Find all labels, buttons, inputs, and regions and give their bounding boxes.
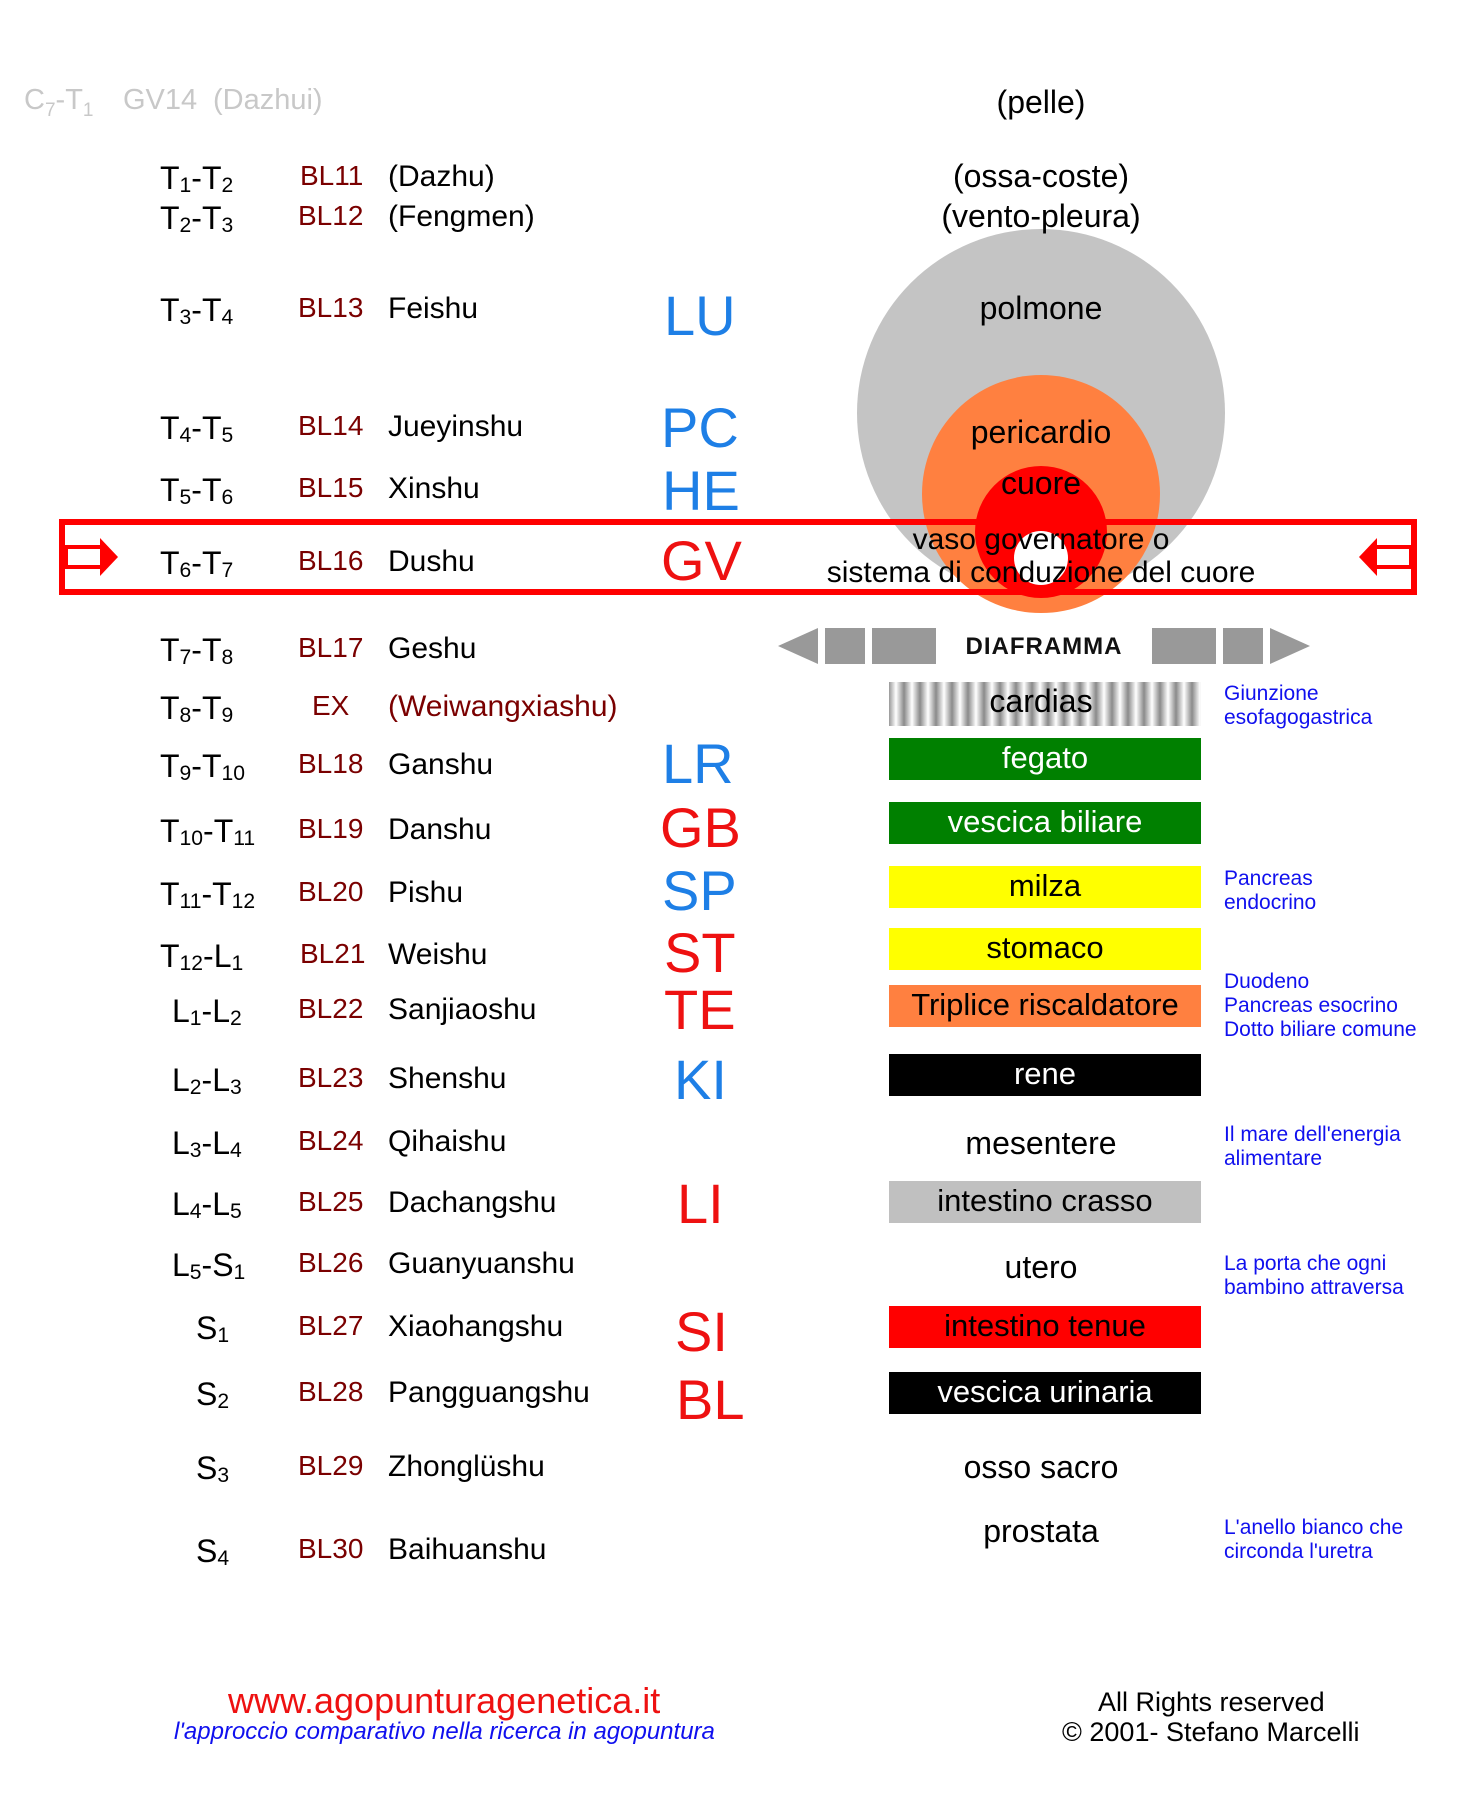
bar-triplice: Triplice riscaldatore [889, 985, 1201, 1027]
segment-letter-a: T [160, 472, 180, 508]
segment-letter-b: -T [191, 410, 222, 446]
meridian-te: TE [664, 978, 736, 1041]
segment-letter-a: S [196, 1533, 218, 1569]
point-name: (Dazhu) [388, 160, 495, 193]
segment-letter-b: -T [191, 632, 222, 668]
table-row [0, 200, 1480, 240]
segment-sub-b: 1 [231, 951, 244, 975]
note-pancreas-line2: endocrino [1224, 891, 1317, 914]
footer-copyright: © 2001- Stefano Marcelli [1062, 1717, 1360, 1747]
segment-sub-a: 3 [179, 305, 192, 329]
segment-label [196, 1533, 229, 1570]
segment-label [160, 938, 243, 975]
header-point-name: (Dazhui) [213, 84, 323, 116]
segment-sub-a: 3 [189, 1138, 202, 1162]
bl-point-code: BL24 [298, 1125, 364, 1156]
segment-letter-b: -T [201, 876, 232, 912]
segment-label [160, 472, 233, 509]
bar-rene: rene [889, 1054, 1201, 1096]
segment-sub-a: 8 [179, 703, 192, 727]
bl-point-code: BL11 [300, 160, 364, 191]
bl-point-code: BL22 [298, 993, 364, 1024]
organ-pelle: (pelle) [996, 84, 1086, 120]
segment-sub-a: 3 [217, 1463, 230, 1487]
segment-sub-b: 10 [221, 761, 245, 785]
segment-letter-b: -T [191, 748, 222, 784]
note-porta-line1: La porta che ogni [1224, 1252, 1387, 1275]
segment-sub-b: 7 [221, 558, 234, 582]
table-row [0, 160, 1480, 200]
point-name: Zhonglüshu [388, 1450, 545, 1483]
bl-point-code: BL23 [298, 1062, 364, 1093]
segment-sub-a: 2 [217, 1389, 230, 1413]
point-name: Guanyuanshu [388, 1247, 575, 1280]
note-mare-line1: Il mare dell'energia [1224, 1123, 1401, 1146]
header-segment-mid: -T [55, 84, 83, 116]
point-name: Qihaishu [388, 1125, 507, 1158]
segment-letter-a: S [196, 1376, 218, 1412]
meridian-sp: SP [662, 859, 737, 922]
segment-sub-b: 2 [221, 173, 234, 197]
segment-label [172, 1186, 242, 1223]
note-duodeno-line3: Dotto biliare comune [1224, 1018, 1417, 1041]
segment-sub-a: 9 [179, 761, 192, 785]
segment-letter-b: -L [201, 1125, 230, 1161]
point-name: (Weiwangxiashu) [388, 690, 618, 723]
segment-letter-a: T [160, 545, 180, 581]
table-row [0, 632, 1480, 672]
segment-sub-b: 9 [221, 703, 234, 727]
organ-vento-pleura: (vento-pleura) [941, 198, 1141, 234]
segment-sub-a: 12 [179, 951, 204, 975]
point-name: Pishu [388, 876, 464, 909]
meridian-st: ST [664, 921, 736, 984]
segment-letter-a: L [172, 1247, 190, 1283]
bl-point-code: EX [312, 690, 350, 721]
organ-cuore: cuore [1000, 465, 1082, 501]
point-name: Pangguangshu [388, 1376, 590, 1409]
segment-letter-a: L [172, 1186, 190, 1222]
point-name: Sanjiaoshu [388, 993, 537, 1026]
bl-point-code: BL19 [298, 813, 364, 844]
segment-sub-a: 5 [189, 1260, 202, 1284]
segment-letter-a: T [160, 410, 180, 446]
table-row [0, 876, 1480, 916]
point-name: Jueyinshu [388, 410, 524, 443]
table-row [0, 1125, 1480, 1165]
organ-pericardio: pericardio [970, 414, 1112, 450]
segment-sub-b: 12 [231, 889, 256, 913]
meridian-ki: KI [674, 1048, 727, 1111]
segment-label [172, 993, 242, 1030]
bl-point-code: BL25 [298, 1186, 364, 1217]
segment-sub-a: 10 [179, 826, 204, 850]
bar-stomaco: stomaco [889, 928, 1201, 970]
segment-label [196, 1310, 229, 1347]
header-segment-sub2: 1 [82, 99, 94, 121]
segment-letter-b: -T [191, 160, 222, 196]
bl-point-code: BL21 [300, 938, 366, 969]
segment-sub-a: 7 [179, 645, 192, 669]
meridian-he: HE [662, 459, 740, 522]
footer-rights: All Rights reserved [1098, 1687, 1325, 1717]
meridian-lr: LR [662, 732, 734, 795]
segment-letter-b: -L [201, 1062, 230, 1098]
organ-cardias: cardias [989, 683, 1093, 719]
bl-point-code: BL17 [298, 632, 364, 663]
note-duodeno-line1: Duodeno [1224, 970, 1310, 993]
segment-letter-a: L [172, 1125, 190, 1161]
segment-sub-a: 11 [179, 889, 202, 913]
table-row [0, 938, 1480, 978]
segment-sub-b: 3 [230, 1075, 242, 1099]
meridian-si: SI [675, 1300, 728, 1363]
segment-letter-a: S [196, 1310, 218, 1346]
bl-point-code: BL29 [298, 1450, 364, 1481]
segment-label [160, 410, 233, 447]
table-row [0, 1450, 1480, 1490]
point-name: (Fengmen) [388, 200, 535, 233]
header-segment-sub1: 7 [44, 99, 56, 121]
segment-letter-a: T [160, 876, 180, 912]
segment-letter-a: L [172, 993, 190, 1029]
segment-sub-b: 4 [230, 1138, 242, 1162]
segment-sub-a: 2 [189, 1075, 202, 1099]
segment-letter-b: -T [191, 545, 222, 581]
note-porta-line2: bambino attraversa [1224, 1276, 1404, 1299]
bar-intestino-crasso: intestino crasso [889, 1181, 1201, 1223]
segment-sub-b: 11 [233, 826, 256, 850]
meridian-bl: BL [676, 1368, 745, 1431]
segment-label [160, 813, 255, 850]
point-name: Dushu [388, 545, 475, 578]
organ-ossa-coste: (ossa-coste) [952, 158, 1130, 194]
point-name: Feishu [388, 292, 479, 325]
segment-sub-b: 5 [230, 1199, 242, 1223]
bl-point-code: BL20 [298, 876, 364, 907]
segment-label [160, 292, 233, 329]
point-name: Xinshu [388, 472, 480, 505]
meridian-li: LI [677, 1172, 724, 1235]
meridian-gv: GV [661, 529, 742, 592]
segment-letter-b: -T [191, 472, 222, 508]
segment-label [160, 160, 233, 197]
meridian-gb: GB [660, 796, 741, 859]
segment-letter-a: T [160, 813, 180, 849]
point-name: Baihuanshu [388, 1533, 547, 1566]
bar-intestino-tenue: intestino tenue [889, 1306, 1201, 1348]
segment-letter-a: S [196, 1450, 218, 1486]
point-name: Shenshu [388, 1062, 507, 1095]
segment-letter-a: T [160, 690, 180, 726]
table-row [0, 292, 1480, 332]
segment-label [160, 200, 233, 237]
segment-label [160, 632, 233, 669]
bl-point-code: BL27 [298, 1310, 364, 1341]
segment-sub-a: 6 [179, 558, 192, 582]
segment-sub-b: 2 [230, 1006, 242, 1030]
segment-sub-b: 1 [233, 1260, 246, 1284]
table-row [0, 1062, 1480, 1102]
note-anello-line1: L'anello bianco che [1224, 1516, 1404, 1539]
bar-vescica-urinaria: vescica urinaria [889, 1372, 1201, 1414]
segment-label [196, 1376, 229, 1413]
organ-osso-sacro: osso sacro [963, 1449, 1119, 1485]
organ-polmone: polmone [979, 290, 1103, 326]
segment-sub-a: 4 [189, 1199, 202, 1223]
segment-label [172, 1247, 245, 1284]
point-name: Weishu [388, 938, 488, 971]
organ-vaso-line1: vaso governatore o [912, 523, 1170, 556]
bl-point-code: BL18 [298, 748, 364, 779]
note-duodeno-line2: Pancreas esocrino [1224, 994, 1398, 1017]
table-row [0, 410, 1480, 450]
segment-letter-a: L [172, 1062, 190, 1098]
bar-fegato: fegato [889, 738, 1201, 780]
table-row [0, 472, 1480, 512]
segment-sub-a: 1 [189, 1006, 202, 1030]
segment-letter-a: T [160, 938, 180, 974]
header-segment-letter: C [24, 84, 45, 116]
segment-letter-b: -T [203, 813, 234, 849]
segment-sub-a: 2 [179, 213, 192, 237]
note-giunzione-line2: esofagogastrica [1224, 706, 1373, 729]
bl-point-code: BL15 [298, 472, 364, 503]
segment-sub-a: 5 [179, 485, 192, 509]
segment-sub-b: 3 [221, 213, 234, 237]
segment-letter-b: -T [191, 690, 222, 726]
bl-point-code: BL12 [298, 200, 364, 231]
bl-point-code: BL16 [298, 545, 364, 576]
segment-sub-a: 4 [179, 423, 192, 447]
organ-diaframma: DIAFRAMMA [965, 633, 1123, 660]
segment-label [160, 876, 255, 913]
table-row [0, 1247, 1480, 1287]
segment-letter-a: T [160, 160, 180, 196]
bl-point-code: BL26 [298, 1247, 364, 1278]
segment-sub-b: 5 [221, 423, 234, 447]
bar-vescica-biliare: vescica biliare [889, 802, 1201, 844]
bl-point-code: BL28 [298, 1376, 364, 1407]
segment-label [160, 748, 245, 785]
segment-letter-a: T [160, 748, 180, 784]
note-mare-line2: alimentare [1224, 1147, 1323, 1170]
segment-letter-a: T [160, 200, 180, 236]
segment-letter-b: -S [201, 1247, 234, 1283]
segment-letter-a: T [160, 292, 180, 328]
segment-sub-a: 1 [179, 173, 192, 197]
segment-label [196, 1450, 229, 1487]
segment-sub-a: 4 [217, 1546, 230, 1570]
segment-sub-a: 1 [217, 1323, 230, 1347]
footer-tagline: l'approccio comparativo nella ricerca in agopuntura [174, 1718, 715, 1745]
point-name: Geshu [388, 632, 477, 665]
table-row [0, 1310, 1480, 1350]
table-row [0, 1533, 1480, 1573]
table-row [0, 1186, 1480, 1226]
segment-label [160, 690, 233, 727]
bl-point-code: BL30 [298, 1533, 364, 1564]
meridian-pc: PC [661, 396, 739, 459]
bl-point-code: BL14 [298, 410, 364, 441]
segment-letter-a: T [160, 632, 180, 668]
segment-label [172, 1062, 242, 1099]
point-name: Dachangshu [388, 1186, 557, 1219]
segment-letter-b: -L [201, 993, 230, 1029]
point-name: Danshu [388, 813, 492, 846]
table-row [0, 690, 1480, 730]
note-pancreas-line1: Pancreas [1224, 867, 1313, 890]
organ-vaso-line2: sistema di conduzione del cuore [826, 556, 1256, 589]
organ-utero: utero [1004, 1249, 1078, 1285]
segment-sub-b: 6 [221, 485, 234, 509]
point-name: Ganshu [388, 748, 494, 781]
organ-mesentere: mesentere [965, 1125, 1117, 1161]
segment-sub-b: 8 [221, 645, 234, 669]
table-row [0, 993, 1480, 1033]
note-anello-line2: circonda l'uretra [1224, 1540, 1373, 1563]
segment-sub-b: 4 [221, 305, 234, 329]
segment-label [160, 545, 233, 582]
point-name: Xiaohangshu [388, 1310, 564, 1343]
segment-label [172, 1125, 242, 1162]
segment-letter-b: -T [191, 292, 222, 328]
meridian-lu: LU [664, 284, 736, 347]
footer-url[interactable]: www.agopunturagenetica.it [228, 1680, 661, 1721]
note-giunzione-line1: Giunzione [1224, 682, 1319, 705]
bl-point-code: BL13 [298, 292, 364, 323]
organ-prostata: prostata [983, 1513, 1099, 1549]
segment-letter-b: -L [203, 938, 232, 974]
segment-letter-b: -L [201, 1186, 230, 1222]
table-row [0, 748, 1480, 788]
bar-milza: milza [889, 866, 1201, 908]
header-point: GV14 [123, 84, 198, 116]
segment-letter-b: -T [191, 200, 222, 236]
